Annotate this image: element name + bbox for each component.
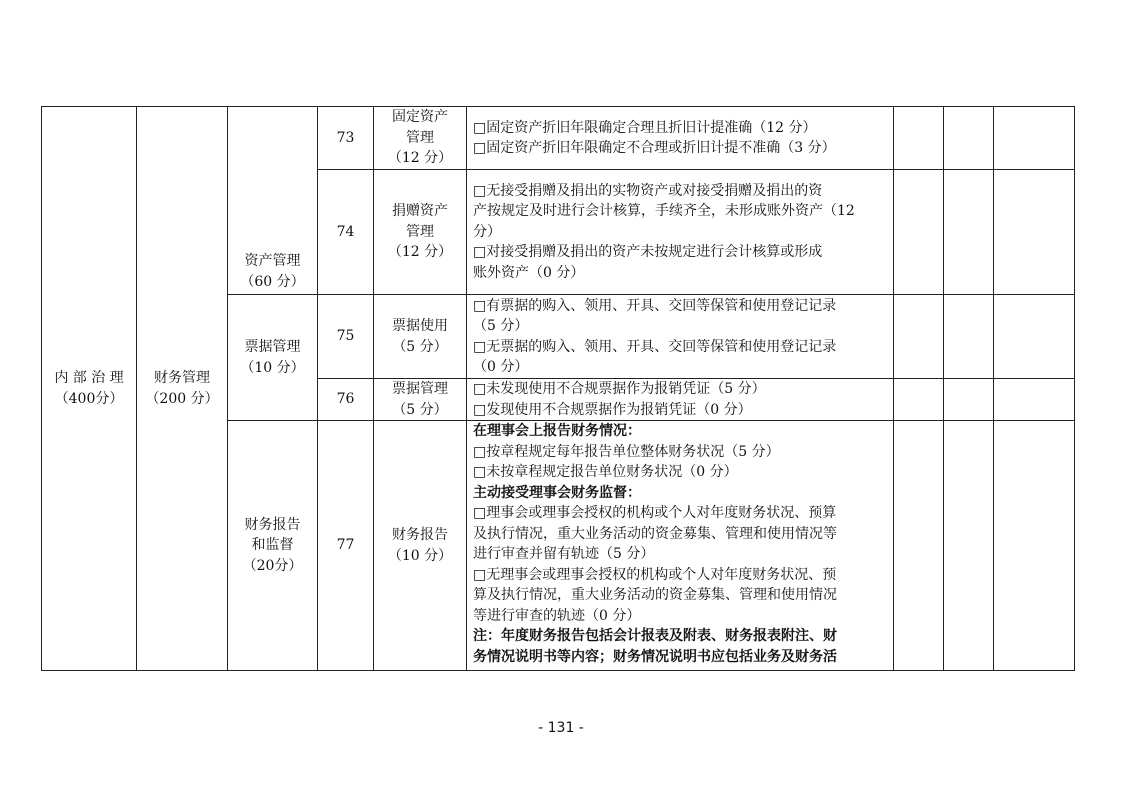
- item-name-cell: 财务报告 （10 分）: [374, 421, 467, 671]
- blank-cell: [994, 107, 1075, 170]
- item-number: 75: [318, 295, 374, 379]
- blank-cell: [894, 295, 944, 379]
- blank-cell: [994, 295, 1075, 379]
- criteria-cell: □无接受捐赠及捐出的实物资产或对接受捐赠及捐出的资 产按规定及时进行会计核算，手续齐全，未形成账外资产（12 分） □对接受捐赠及捐出的资产未按规定进行会计核算或形成 账外资产（0 分）: [467, 170, 894, 295]
- note-text: 注：年度财务报告包括会计报表及附表、财务报表附注、财: [473, 628, 837, 644]
- criteria-cell: 在理事会上报告财务情况： □按章程规定每年报告单位整体财务状况（5 分） □未按章程规定报告单位财务状况（0 分） 主动接受理事会财务监督： □理事会或理事会授权的机构或个人对年度财务状况、预算 及执行情况，重大业务活动的资金募集、管理和使用情况等 进行审查并留有轨迹（5 分） □无理事会或理事会授权的机构或个人对年度财务状况、预 算及执行情况，重大业务活动的资金募集、管理和使用情况 等进行审查的轨迹（0 分） 注：年度财务报告包括会计报表及附表、财务报表附注、财 务情况说明书等内容；财务情况说明书应包括业务及财务活: [467, 421, 894, 671]
- item-number: 74: [318, 170, 374, 295]
- blank-cell: [944, 107, 994, 170]
- blank-cell: [944, 170, 994, 295]
- evaluation-table: [41, 106, 1075, 671]
- item-name-cell: 票据使用 （5 分）: [374, 295, 467, 379]
- item-number: 77: [318, 421, 374, 671]
- blank-cell: [944, 379, 994, 421]
- item-number: 76: [318, 379, 374, 421]
- level3-cell-report: 财务报告 和监督 （20分）: [228, 421, 318, 671]
- table-row: [42, 107, 1075, 170]
- level1-cell: 内 部 治 理 （400分）: [42, 107, 137, 671]
- blank-cell: [994, 170, 1075, 295]
- section-heading: 主动接受理事会财务监督：: [473, 484, 641, 501]
- item-name-cell: 捐赠资产 管理 （12 分）: [374, 170, 467, 295]
- item-number: 73: [318, 107, 374, 170]
- blank-cell: [994, 379, 1075, 421]
- blank-cell: [994, 421, 1075, 671]
- criteria-cell: □有票据的购入、领用、开具、交回等保管和使用登记记录 （5 分） □无票据的购入、领用、开具、交回等保管和使用登记记录 （0 分）: [467, 295, 894, 379]
- item-name-cell: 票据管理 （5 分）: [374, 379, 467, 421]
- section-heading: 在理事会上报告财务情况：: [473, 423, 641, 439]
- level3-cell-invoice: 票据管理 （10 分）: [228, 295, 318, 421]
- blank-cell: [944, 295, 994, 379]
- criteria-cell: □固定资产折旧年限确定合理且折旧计提准确（12 分） □固定资产折旧年限确定不合理或折旧计提不准确（3 分）: [467, 107, 894, 170]
- blank-cell: [894, 379, 944, 421]
- note-text: 务情况说明书等内容；财务情况说明书应包括业务及财务活: [473, 648, 837, 665]
- page-number: - 131 -: [538, 720, 584, 736]
- blank-cell: [944, 421, 994, 671]
- item-name-cell: 固定资产 管理 （12 分）: [374, 107, 467, 170]
- criteria-cell: □未发现使用不合规票据作为报销凭证（5 分） □发现使用不合规票据作为报销凭证（0 分）: [467, 379, 894, 421]
- blank-cell: [894, 170, 944, 295]
- blank-cell: [894, 421, 944, 671]
- blank-cell: [894, 107, 944, 170]
- level2-cell: 财务管理 （200 分）: [137, 107, 228, 671]
- level3-cell-asset: 资产管理 （60 分）: [228, 107, 318, 295]
